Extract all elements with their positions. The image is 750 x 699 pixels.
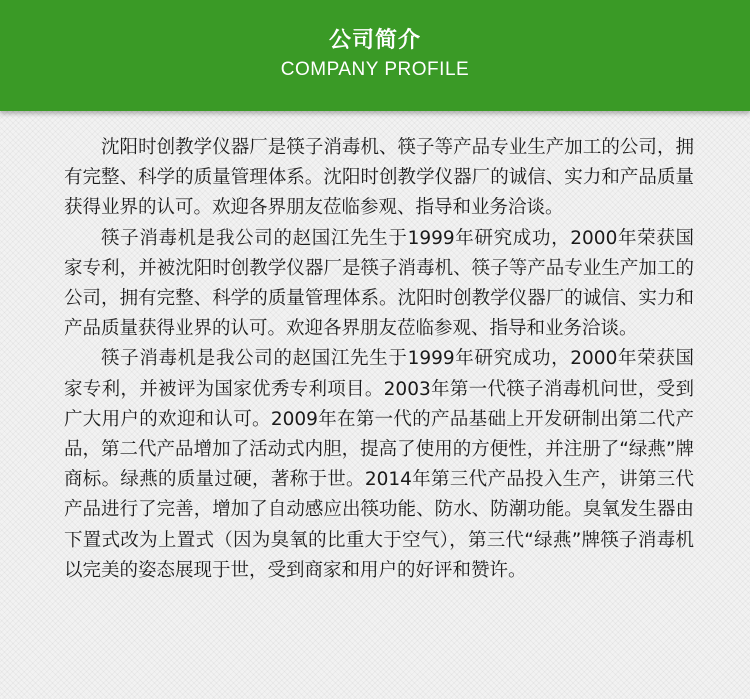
paragraph-2: 筷子消毒机是我公司的赵国江先生于1999年研究成功，2000年荣获国家专利，并被沈阳时创教学仪器厂是筷子消毒机、筷子等产品专业生产加工的公司，拥有完整、科学的质量管理体系。沈阳时创教学仪器厂的诚信、实力和产品质量获得业界的认可。欢迎各界朋友莅临参观、指导和业务洽谈。 [64,227,694,340]
profile-content [64,133,694,586]
paragraph-3: 筷子消毒机是我公司的赵国江先生于1999年研究成功，2000年荣获国家专利，并被评为国家优秀专利项目。2003年第一代筷子消毒机问世，受到广大用户的欢迎和认可。2009年在第一代的产品基础上开发研制出第二代产品，第二代产品增加了活动式内胆，提高了使用的方便性，并注册了“绿燕”牌商标。绿燕的质量过硬，著称于世。2014年第三代产品投入生产，讲第三代产品进行了完善，增加了自动感应出筷功能、防水、防潮功能。臭氧发生器由下置式改为上置式（因为臭氧的比重大于空气），第三代“绿燕”牌筷子消毒机以完美的姿态展现于世，受到商家和用户的好评和赞许。 [64,348,694,581]
page-subtitle: COMPANY PROFILE [280,59,470,80]
header-banner [0,0,750,111]
page-title: 公司简介 [328,28,421,53]
paragraph-1: 沈阳时创教学仪器厂是筷子消毒机、筷子等产品专业生产加工的公司，拥有完整、科学的质量管理体系。沈阳时创教学仪器厂的诚信、实力和产品质量获得业界的认可。欢迎各界朋友莅临参观、指导和业务洽谈。 [64,137,694,219]
